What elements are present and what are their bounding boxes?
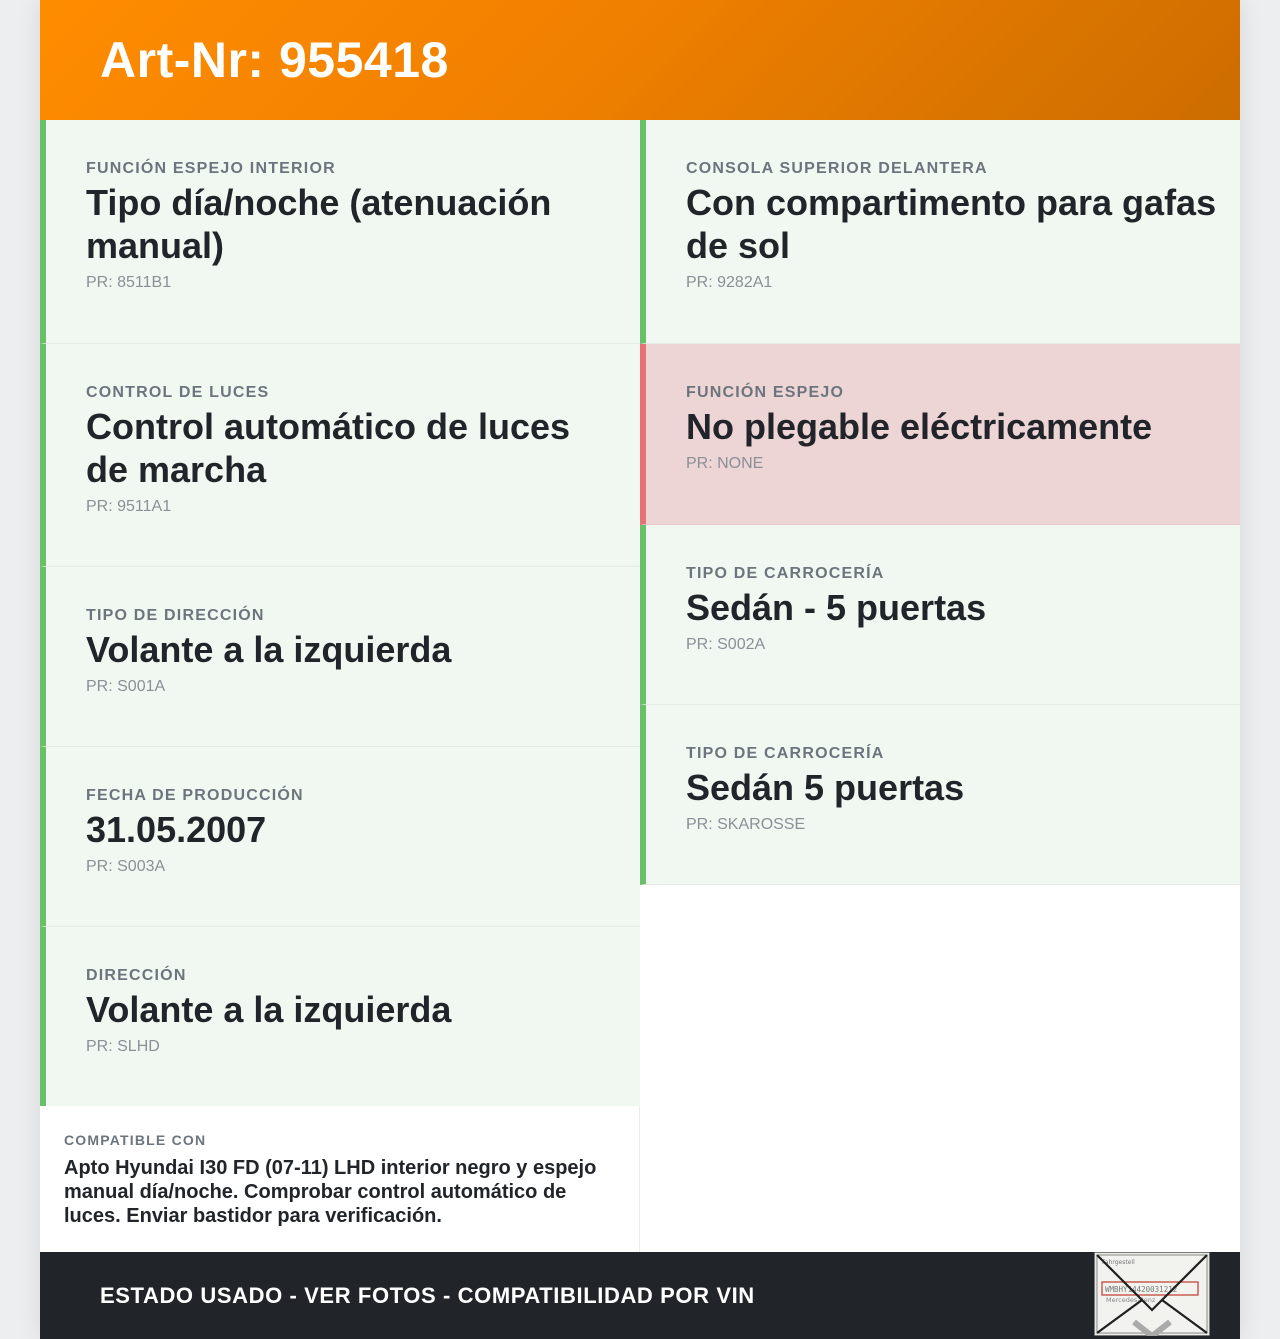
- spec-item-mirror-interior: [40, 120, 640, 344]
- spec-label: FUNCIÓN ESPEJO: [686, 384, 845, 401]
- thumbnail-text-top: Fahrgestell: [1102, 1259, 1135, 1266]
- compatibility-text: Apto Hyundai I30 FD (07-11) LHD interior negro y espejo manual día/noche. Comprobar control automático de luces. Enviar bastidor para verificación.: [64, 1157, 597, 1227]
- footer-bar: [40, 1252, 1240, 1339]
- spec-item-body-type-2: [640, 705, 1240, 885]
- spec-item-steering-type: [40, 567, 640, 747]
- spec-pr-code: PR: S002A: [686, 636, 766, 653]
- compatibility-note: [40, 1106, 640, 1252]
- footer-status-text: ESTADO USADO - VER FOTOS - COMPATIBILIDAD POR VIN: [100, 1282, 755, 1308]
- spec-item-mirror-function: [640, 344, 1240, 525]
- spec-pr-code: PR: 9282A1: [686, 274, 773, 291]
- spec-label: CONTROL DE LUCES: [86, 384, 270, 401]
- spec-value: Con compartimento para gafas de sol: [686, 182, 1217, 266]
- spec-label: TIPO DE CARROCERÍA: [686, 745, 885, 762]
- thumbnail-text-mid: WMBHY14420031212: [1105, 1285, 1178, 1294]
- page-title: Art-Nr: 955418: [100, 32, 449, 88]
- spec-grid: [40, 120, 1240, 1252]
- spec-label: TIPO DE CARROCERÍA: [686, 565, 885, 582]
- spec-item-overhead-console: [640, 120, 1240, 344]
- spec-value: Sedán - 5 puertas: [686, 587, 987, 628]
- spec-value: 31.05.2007: [86, 809, 267, 850]
- spec-item-production-date: [40, 747, 640, 927]
- spec-sheet: [40, 0, 1240, 1339]
- thumbnail-text-bottom: Mercedes-Benz: [1106, 1296, 1156, 1304]
- spec-value: Sedán 5 puertas: [686, 767, 965, 808]
- spec-pr-code: PR: SLHD: [86, 1038, 160, 1055]
- right-column: [640, 120, 1240, 885]
- spec-label: FECHA DE PRODUCCIÓN: [86, 787, 304, 804]
- spec-value: Control automático de luces de marcha: [86, 406, 571, 490]
- spec-item-body-type: [640, 525, 1240, 705]
- header-bar: [40, 0, 1240, 120]
- spec-pr-code: PR: 8511B1: [86, 274, 172, 291]
- spec-value: No plegable eléctricamente: [686, 406, 1153, 447]
- compatibility-label: COMPATIBLE CON: [64, 1132, 207, 1148]
- spec-item-light-control: [40, 344, 640, 567]
- spec-value: Tipo día/noche (atenuación manual): [86, 182, 552, 266]
- spec-pr-code: PR: 9511A1: [86, 498, 172, 515]
- envelope-icon[interactable]: [1094, 1252, 1210, 1336]
- spec-item-steering: [40, 927, 640, 1107]
- spec-pr-code: PR: S003A: [86, 858, 166, 875]
- spec-pr-code: PR: NONE: [686, 455, 764, 472]
- spec-label: CONSOLA SUPERIOR DELANTERA: [686, 160, 988, 177]
- spec-value: Volante a la izquierda: [86, 629, 452, 670]
- spec-pr-code: PR: S001A: [86, 678, 166, 695]
- spec-label: FUNCIÓN ESPEJO INTERIOR: [86, 160, 336, 177]
- spec-label: DIRECCIÓN: [86, 967, 187, 984]
- spec-label: TIPO DE DIRECCIÓN: [86, 607, 265, 624]
- spec-value: Volante a la izquierda: [86, 989, 452, 1030]
- left-column: [40, 120, 640, 1107]
- spec-pr-code: PR: SKAROSSE: [686, 816, 806, 833]
